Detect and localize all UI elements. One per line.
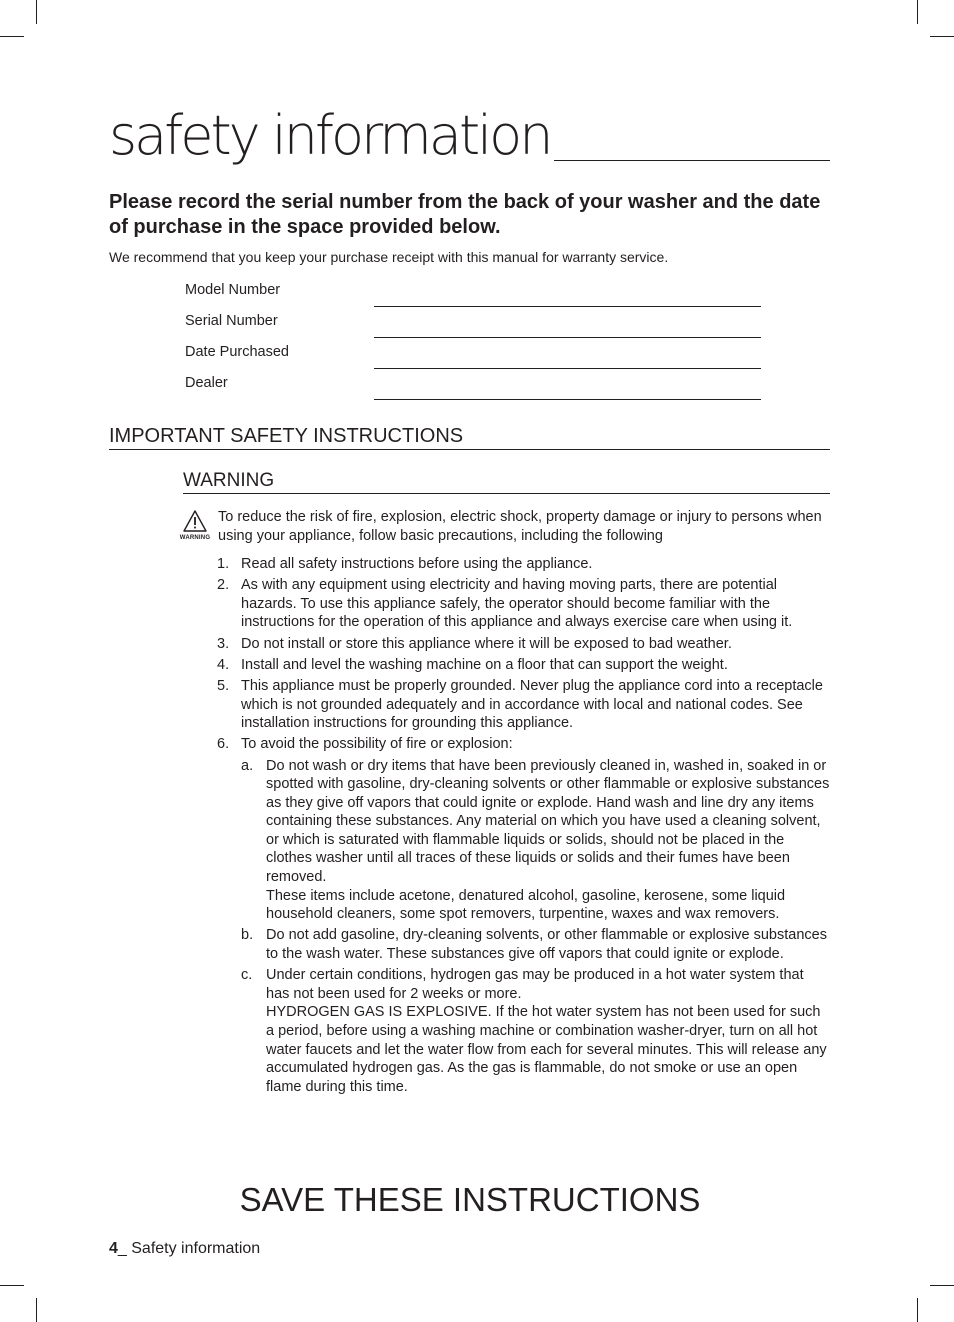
sub-item-letter: b. — [241, 927, 254, 944]
sub-item-text: Do not wash or dry items that have been previously cleaned in, washed in, soaked in or spotted with gasoline, dry-cleaning solvents or other flammable or explosive substances as they give off vapors that could ignite or explode. Hand wash and line dry any items containing these substances. Any material on which you have used a cleaning solvent, or which is saturated with flammable liquids or solids, should not be placed in the clothes washer until all traces of these liquids or solids and their fumes have been removed. — [266, 757, 830, 886]
list-item — [217, 576, 830, 632]
list-item — [217, 735, 830, 1096]
item-number: 6. — [217, 736, 230, 753]
page-footer-label: _ Safety information — [117, 1240, 261, 1257]
sub-item-letter: a. — [241, 757, 254, 774]
save-instructions-banner: SAVE THESE INSTRUCTIONS — [239, 1181, 701, 1218]
crop-mark — [930, 1285, 954, 1286]
crop-mark — [0, 36, 24, 37]
record-blank-line — [374, 399, 761, 400]
warning-intro: To reduce the risk of fire, explosion, electric shock, property damage or injury to persons when using your appliance, follow basic precautions, including the following — [218, 509, 822, 544]
record-label: Date Purchased — [185, 344, 289, 360]
crop-mark — [0, 1285, 24, 1286]
item-number: 4. — [217, 656, 230, 673]
intro-heading: Please record the serial number from the back of your washer and the date of purchase in the space provided below. — [109, 191, 821, 238]
sub-list-item — [241, 966, 830, 1096]
page-number: 4 — [109, 1240, 118, 1257]
item-text: Install and level the washing machine on a floor that can support the weight. — [241, 656, 728, 673]
item-number: 5. — [217, 677, 230, 694]
item-text: This appliance must be properly grounded. Never plug the appliance cord into a receptacle which is not grounded adequately and in accordance with local and national codes. See installation instructions for grounding this appliance. — [241, 677, 823, 732]
section-heading: IMPORTANT SAFETY INSTRUCTIONS — [109, 423, 830, 450]
warning-symbol-label: WARNING — [179, 535, 211, 541]
record-blank-line — [374, 337, 761, 338]
item-text: As with any equipment using electricity and having moving parts, there are potential hazards. To use this appliance safely, the operator should become familiar with the instructions for the operation of this appliance and always exercise care when using it. — [241, 577, 793, 631]
crop-mark — [930, 36, 954, 37]
item-text: Read all safety instructions before using the appliance. — [241, 556, 593, 572]
item-text: To avoid the possibility of fire or explosion: — [241, 736, 513, 753]
item-text: Do not install or store this appliance where it will be exposed to bad weather. — [241, 635, 732, 652]
record-label: Serial Number — [185, 313, 278, 329]
item-number: 1. — [217, 556, 230, 572]
warning-heading: WARNING — [183, 468, 830, 494]
record-label: Dealer — [185, 375, 228, 391]
sub-item-text: Under certain conditions, hydrogen gas may be produced in a hot water system that has not been used for 2 weeks or more. — [266, 967, 804, 1002]
list-item — [217, 677, 830, 733]
list-item — [217, 635, 830, 654]
warning-triangle-icon — [183, 510, 207, 532]
crop-mark — [36, 1298, 37, 1322]
record-label: Model Number — [185, 282, 281, 298]
sub-list — [241, 757, 830, 1097]
sub-item-letter: c. — [241, 967, 253, 984]
list-item — [217, 555, 830, 574]
record-blank-line — [374, 306, 761, 307]
warning-symbol — [176, 510, 214, 544]
crop-mark — [36, 0, 37, 24]
record-form — [185, 278, 765, 402]
sub-list-item — [241, 757, 830, 924]
intro-note: We recommend that you keep your purchase receipt with this manual for warranty service. — [109, 249, 669, 265]
item-number: 2. — [217, 577, 230, 594]
page-title — [109, 104, 830, 167]
record-row-date-purchased — [185, 340, 765, 371]
item-number: 3. — [217, 635, 230, 652]
record-row-serial-number — [185, 309, 765, 340]
sub-item-text-continued: These items include acetone, denatured alcohol, gasoline, kerosene, some liquid household cleaners, some spot removers, turpentine, waxes and wax removers. — [266, 887, 786, 923]
crop-mark — [917, 1298, 918, 1322]
record-row-model-number — [185, 278, 765, 309]
instruction-list — [217, 555, 830, 1099]
page-title-text: safety information — [109, 108, 554, 164]
sub-item-text: Do not add gasoline, dry-cleaning solvents, or other flammable or explosive substances to the wash water. These substances give off vapors that could ignite or explode. — [266, 927, 827, 963]
sub-list-item — [241, 926, 830, 963]
record-row-dealer — [185, 371, 765, 402]
sub-item-text-continued: HYDROGEN GAS IS EXPLOSIVE. If the hot water system has not been used for such a period, before using a washing machine or combination washer-dryer, turn on all hot water faucets and let the water flow from each for several minutes. This will release any accumulated hydrogen gas. As the gas is flammable, do not smoke or use an open flame during this time. — [266, 1004, 827, 1095]
record-blank-line — [374, 368, 761, 369]
list-item — [217, 656, 830, 675]
crop-mark — [917, 0, 918, 24]
page-footer — [109, 1239, 260, 1259]
